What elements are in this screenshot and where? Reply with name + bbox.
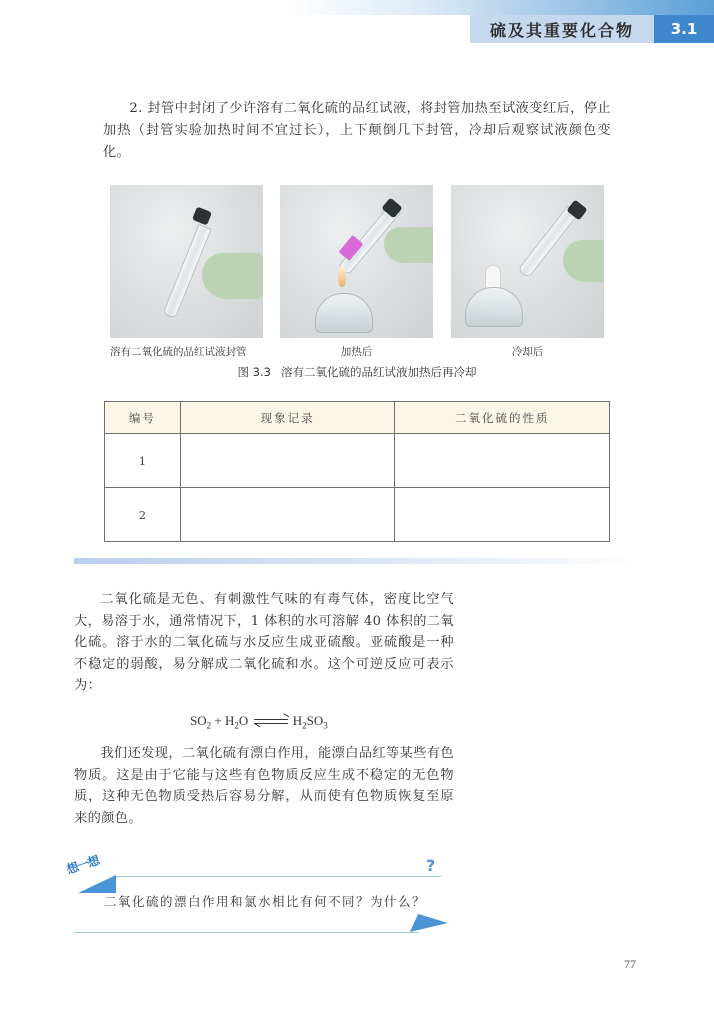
header-number: 编号 bbox=[105, 402, 181, 434]
alcohol-lamp-icon bbox=[465, 287, 523, 327]
section-divider bbox=[74, 558, 640, 564]
property-cell[interactable] bbox=[395, 434, 610, 488]
eq-sub: 2 bbox=[206, 720, 212, 731]
figure-number: 图 3.3 bbox=[237, 365, 271, 379]
eq-plus: + bbox=[214, 713, 222, 728]
photo-after-cooling bbox=[451, 185, 604, 338]
bleaching-paragraph: 我们还发现，二氧化硫有漂白作用，能漂白品红等某些有色物质。这是由于它能与这些有色物质反应生成不稳定的无色物质，这种无色物质受热后容易分解，从而使有色物质恢复至原来的颜色。 bbox=[74, 746, 454, 826]
alcohol-lamp-icon bbox=[315, 293, 373, 333]
observation-cell[interactable] bbox=[180, 434, 395, 488]
table-row bbox=[105, 434, 610, 488]
figure-3-3 bbox=[110, 185, 604, 340]
think-box bbox=[64, 848, 464, 938]
row-number: 2 bbox=[105, 488, 181, 542]
reversible-arrow-icon bbox=[254, 717, 288, 727]
eq-so2: SO bbox=[190, 713, 207, 728]
row-number: 1 bbox=[105, 434, 181, 488]
photo-after-heating bbox=[280, 185, 433, 338]
eq-h: H bbox=[224, 713, 235, 728]
gloved-hand-icon bbox=[384, 227, 433, 263]
triangle-icon bbox=[78, 875, 116, 893]
eq-h: H bbox=[292, 713, 303, 728]
experiment-step-2: 2. 封管中封闭了少许溶有二氧化硫的品红试液，将封管加热至试液变红后，停止加热（封管实验加热时间不宜过长），上下颠倒几下封管，冷却后观察试液颜色变化。 bbox=[103, 101, 611, 160]
question-mark-icon: ? bbox=[426, 856, 436, 875]
section-number: 3.1 bbox=[654, 15, 714, 43]
think-badge: 想一想 bbox=[64, 853, 101, 877]
chemical-equation bbox=[190, 713, 328, 731]
tube-cap-icon bbox=[192, 207, 212, 226]
think-question: 二氧化硫的漂白作用和氯水相比有何不同？为什么？ bbox=[104, 894, 427, 909]
photo-sealed-tube bbox=[110, 185, 263, 338]
gloved-hand-icon bbox=[202, 253, 263, 299]
property-cell[interactable] bbox=[395, 488, 610, 542]
table-row bbox=[105, 488, 610, 542]
observation-cell[interactable] bbox=[180, 488, 395, 542]
think-top-line bbox=[116, 876, 441, 877]
so2-properties-paragraph: 二氧化硫是无色、有刺激性气味的有毒气体，密度比空气大，易溶于水，通常情况下，1 体积的水可溶解 40 体积的二氧化硫。溶于水的二氧化硫与水反应生成亚硫酸。亚硫酸是一种不稳定的弱酸，易分解成二氧化硫和水。这个可逆反应可表示为： bbox=[74, 592, 454, 693]
eq-so: SO bbox=[306, 713, 324, 728]
gloved-hand-icon bbox=[563, 240, 604, 282]
chapter-title: 硫及其重要化合物 bbox=[470, 15, 654, 43]
eq-sub: 2 bbox=[234, 720, 239, 731]
eq-o: O bbox=[238, 713, 249, 728]
header-property: 二氧化硫的性质 bbox=[395, 402, 610, 434]
figure-caption bbox=[110, 364, 604, 380]
eq-sub: 3 bbox=[323, 720, 328, 731]
arrow-icon bbox=[410, 914, 452, 932]
eq-sub: 2 bbox=[302, 720, 307, 731]
think-bottom-line bbox=[74, 932, 419, 933]
observation-record-table bbox=[104, 401, 610, 542]
figure-title: 溶有二氧化硫的品红试液加热后再冷却 bbox=[280, 365, 477, 379]
table-header-row bbox=[105, 402, 610, 434]
header-gradient-bar bbox=[0, 0, 714, 15]
photo-caption-1: 溶有二氧化硫的品红试液封管 bbox=[110, 346, 247, 358]
photo-caption-2: 加热后 bbox=[340, 346, 373, 358]
header-observation: 现象记录 bbox=[180, 402, 395, 434]
page-number: 77 bbox=[624, 957, 636, 971]
flame-icon bbox=[338, 265, 346, 287]
photo-caption-3: 冷却后 bbox=[511, 346, 544, 358]
